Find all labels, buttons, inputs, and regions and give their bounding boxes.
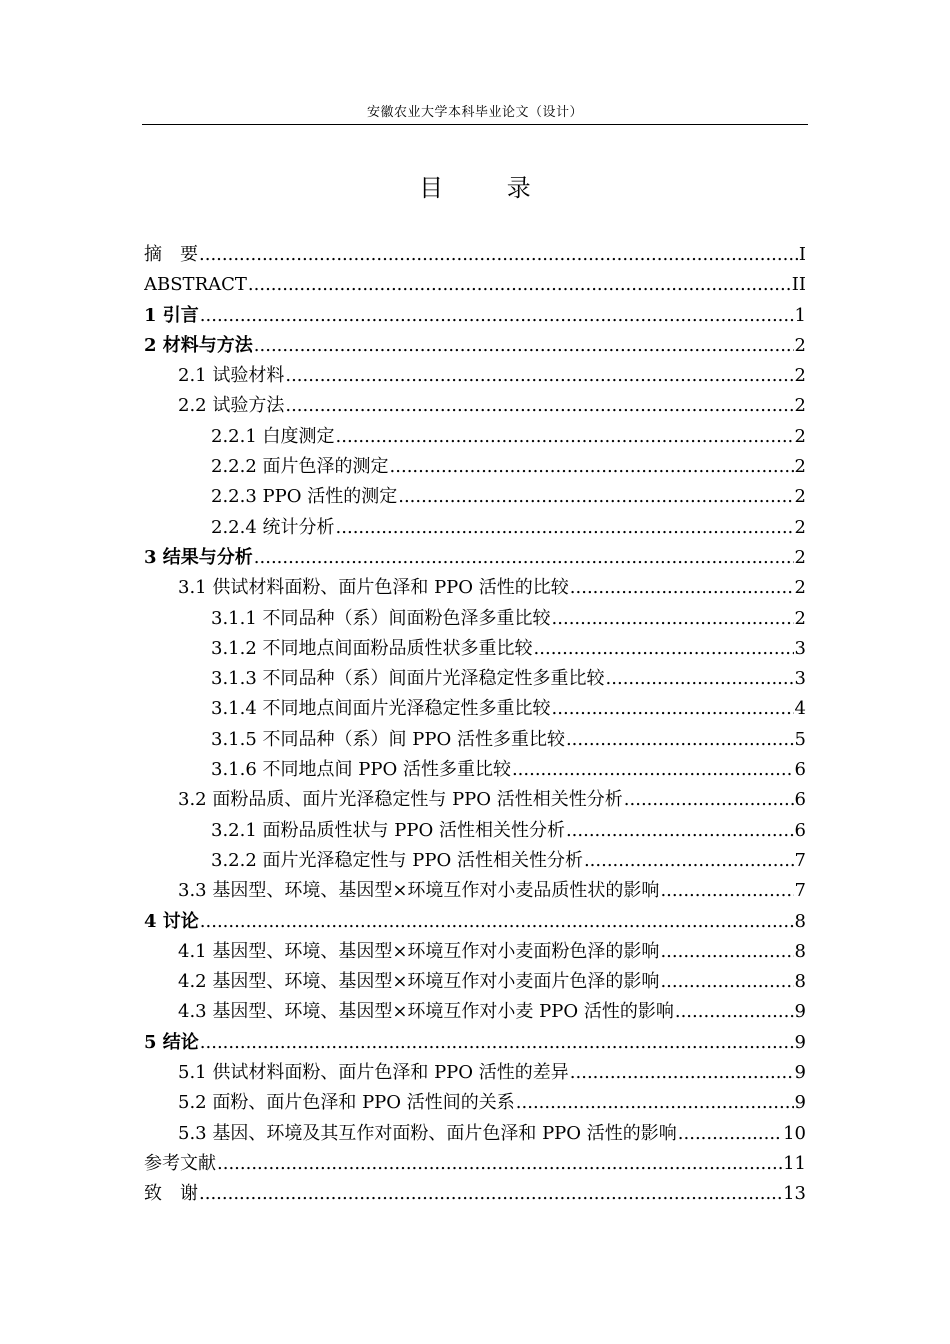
toc-entry[interactable]	[144, 422, 806, 452]
toc-entry-page: 2	[794, 395, 806, 417]
toc-leader-dots	[200, 1028, 794, 1058]
toc-leader-dots	[660, 967, 793, 997]
toc-entry-label: 3.3 基因型、环境、基因型×环境互作对小麦品质性状的影响	[178, 880, 660, 902]
toc-entry[interactable]	[144, 967, 806, 997]
toc-leader-dots	[570, 1058, 794, 1088]
toc-entry[interactable]	[144, 846, 806, 876]
toc-entry-page: 2	[794, 486, 806, 508]
toc-entry[interactable]	[144, 937, 806, 967]
toc-entry[interactable]	[144, 634, 806, 664]
toc-entry-page: 8	[794, 971, 806, 993]
toc-entry-label: 3.1.1 不同品种（系）间面粉色泽多重比较	[211, 607, 551, 629]
toc-entry-label: 参考文献	[144, 1152, 216, 1174]
toc-entry-page: 9	[794, 1062, 806, 1084]
toc-entry-page: 9	[794, 1092, 806, 1114]
toc-entry-page: 2	[794, 425, 806, 447]
header-rule	[142, 124, 808, 125]
toc-entry-page: 11	[783, 1152, 806, 1174]
toc-entry-page: 2	[794, 365, 806, 387]
toc-entry[interactable]	[144, 543, 806, 573]
toc-entry-label: 3.2 面粉品质、面片光泽稳定性与 PPO 活性相关性分析	[178, 789, 623, 811]
toc-entry-label: 4.3 基因型、环境、基因型×环境互作对小麦 PPO 活性的影响	[178, 1001, 674, 1023]
toc-entry[interactable]	[144, 452, 806, 482]
toc-entry-label: 4.2 基因型、环境、基因型×环境互作对小麦面片色泽的影响	[178, 971, 660, 993]
toc-entry-label: 2.2.2 面片色泽的测定	[211, 456, 389, 478]
toc-leader-dots	[285, 391, 793, 421]
toc-leader-dots	[516, 1088, 794, 1118]
toc-entry[interactable]	[144, 694, 806, 724]
toc-entry-page: 7	[794, 880, 806, 902]
toc-entry-label: 2.2.4 统计分析	[211, 516, 335, 538]
toc-entry[interactable]	[144, 1088, 806, 1118]
toc-entry[interactable]	[144, 301, 806, 331]
toc-entry-label: 3.2.2 面片光泽稳定性与 PPO 活性相关性分析	[211, 849, 583, 871]
toc-entry[interactable]	[144, 482, 806, 512]
toc-leader-dots	[675, 997, 794, 1027]
toc-entry-label: 1 引言	[144, 304, 199, 326]
toc-entry-page: 9	[794, 1001, 806, 1023]
toc-entry-label: 4 讨论	[144, 910, 199, 932]
toc-entry[interactable]	[144, 785, 806, 815]
toc-entry[interactable]	[144, 331, 806, 361]
toc-entry-label: 2.1 试验材料	[178, 365, 285, 387]
toc-entry-page: 4	[794, 698, 806, 720]
toc-leader-dots	[534, 634, 794, 664]
toc-entry-label: 3.1 供试材料面粉、面片色泽和 PPO 活性的比较	[178, 577, 569, 599]
toc-leader-dots	[552, 694, 794, 724]
toc-leader-dots	[678, 1119, 782, 1149]
toc-entry-page: 7	[794, 849, 806, 871]
toc-entry[interactable]	[144, 1058, 806, 1088]
toc-entry-label: ABSTRACT	[144, 274, 247, 296]
toc-leader-dots	[200, 907, 794, 937]
toc-entry-page: 9	[794, 1031, 806, 1053]
toc-leader-dots	[254, 543, 794, 573]
toc-entry-label: 5.1 供试材料面粉、面片色泽和 PPO 活性的差异	[178, 1062, 569, 1084]
toc-entry-page: 5	[794, 728, 806, 750]
toc-entry[interactable]	[144, 907, 806, 937]
toc-entry-page: 2	[794, 607, 806, 629]
toc-entry[interactable]	[144, 816, 806, 846]
toc-entry-label: 2 材料与方法	[144, 334, 253, 356]
toc-leader-dots	[584, 846, 794, 876]
table-of-contents	[144, 240, 806, 1210]
toc-entry[interactable]	[144, 361, 806, 391]
toc-entry-label: 2.2 试验方法	[178, 395, 285, 417]
toc-leader-dots	[254, 331, 794, 361]
toc-leader-dots	[552, 604, 794, 634]
toc-entry[interactable]	[144, 270, 806, 300]
toc-entry-page: II	[791, 274, 806, 296]
running-header: 安徽农业大学本科毕业论文（设计）	[366, 105, 583, 120]
toc-entry[interactable]	[144, 573, 806, 603]
toc-entry-page: 8	[794, 940, 806, 962]
toc-entry-label: 4.1 基因型、环境、基因型×环境互作对小麦面粉色泽的影响	[178, 940, 660, 962]
toc-entry-page: 2	[794, 546, 806, 568]
toc-entry-label: 5 结论	[144, 1031, 199, 1053]
toc-leader-dots	[606, 664, 794, 694]
toc-leader-dots	[390, 452, 794, 482]
toc-entry-label: 致 谢	[144, 1183, 198, 1205]
toc-entry-label: 3.1.6 不同地点间 PPO 活性多重比较	[211, 759, 511, 781]
toc-entry[interactable]	[144, 240, 806, 270]
toc-leader-dots	[660, 937, 793, 967]
toc-entry-page: 10	[783, 1122, 806, 1144]
toc-entry-label: 3.1.2 不同地点间面粉品质性状多重比较	[211, 637, 533, 659]
toc-entry-page: 2	[794, 516, 806, 538]
toc-entry-label: 3.1.5 不同品种（系）间 PPO 活性多重比较	[211, 728, 565, 750]
toc-leader-dots	[200, 301, 794, 331]
toc-entry-label: 3 结果与分析	[144, 546, 253, 568]
page-title: 目 录	[419, 174, 559, 202]
toc-leader-dots	[398, 482, 793, 512]
toc-entry[interactable]	[144, 513, 806, 543]
toc-entry[interactable]	[144, 876, 806, 906]
toc-leader-dots	[248, 270, 791, 300]
toc-entry-label: 摘 要	[144, 244, 198, 265]
toc-leader-dots	[199, 240, 798, 270]
toc-entry-page: 1	[794, 304, 806, 326]
toc-leader-dots	[570, 573, 794, 603]
toc-entry-page: 8	[794, 910, 806, 932]
toc-entry[interactable]	[144, 391, 806, 421]
toc-entry-page: 6	[794, 819, 806, 841]
toc-entry-label: 3.1.3 不同品种（系）间面片光泽稳定性多重比较	[211, 668, 605, 690]
toc-entry[interactable]	[144, 1179, 806, 1209]
toc-leader-dots	[336, 422, 794, 452]
toc-entry-label: 5.3 基因、环境及其互作对面粉、面片色泽和 PPO 活性的影响	[178, 1122, 677, 1144]
toc-entry[interactable]	[144, 755, 806, 785]
toc-entry-page: 2	[794, 456, 806, 478]
toc-leader-dots	[199, 1179, 782, 1209]
toc-leader-dots	[336, 513, 794, 543]
toc-entry-label: 5.2 面粉、面片色泽和 PPO 活性间的关系	[178, 1092, 515, 1114]
toc-entry[interactable]	[144, 1119, 806, 1149]
toc-entry[interactable]	[144, 604, 806, 634]
toc-leader-dots	[285, 361, 793, 391]
toc-leader-dots	[660, 876, 793, 906]
toc-leader-dots	[512, 755, 794, 785]
toc-entry-page: 13	[783, 1183, 806, 1205]
toc-entry-page: 6	[794, 789, 806, 811]
toc-leader-dots	[566, 725, 794, 755]
toc-entry-page: I	[798, 244, 806, 265]
toc-entry[interactable]	[144, 997, 806, 1027]
toc-entry-label: 2.2.1 白度测定	[211, 425, 335, 447]
toc-entry-page: 3	[794, 637, 806, 659]
toc-entry-page: 3	[794, 668, 806, 690]
toc-entry[interactable]	[144, 1149, 806, 1179]
toc-entry[interactable]	[144, 1028, 806, 1058]
toc-entry-label: 3.1.4 不同地点间面片光泽稳定性多重比较	[211, 698, 551, 720]
toc-leader-dots	[566, 816, 794, 846]
toc-entry-page: 2	[794, 334, 806, 356]
toc-entry-label: 2.2.3 PPO 活性的测定	[211, 486, 398, 508]
toc-entry[interactable]	[144, 725, 806, 755]
toc-entry[interactable]	[144, 664, 806, 694]
toc-entry-page: 2	[794, 577, 806, 599]
toc-leader-dots	[217, 1149, 782, 1179]
toc-leader-dots	[624, 785, 794, 815]
toc-entry-label: 3.2.1 面粉品质性状与 PPO 活性相关性分析	[211, 819, 565, 841]
toc-entry-page: 6	[794, 759, 806, 781]
